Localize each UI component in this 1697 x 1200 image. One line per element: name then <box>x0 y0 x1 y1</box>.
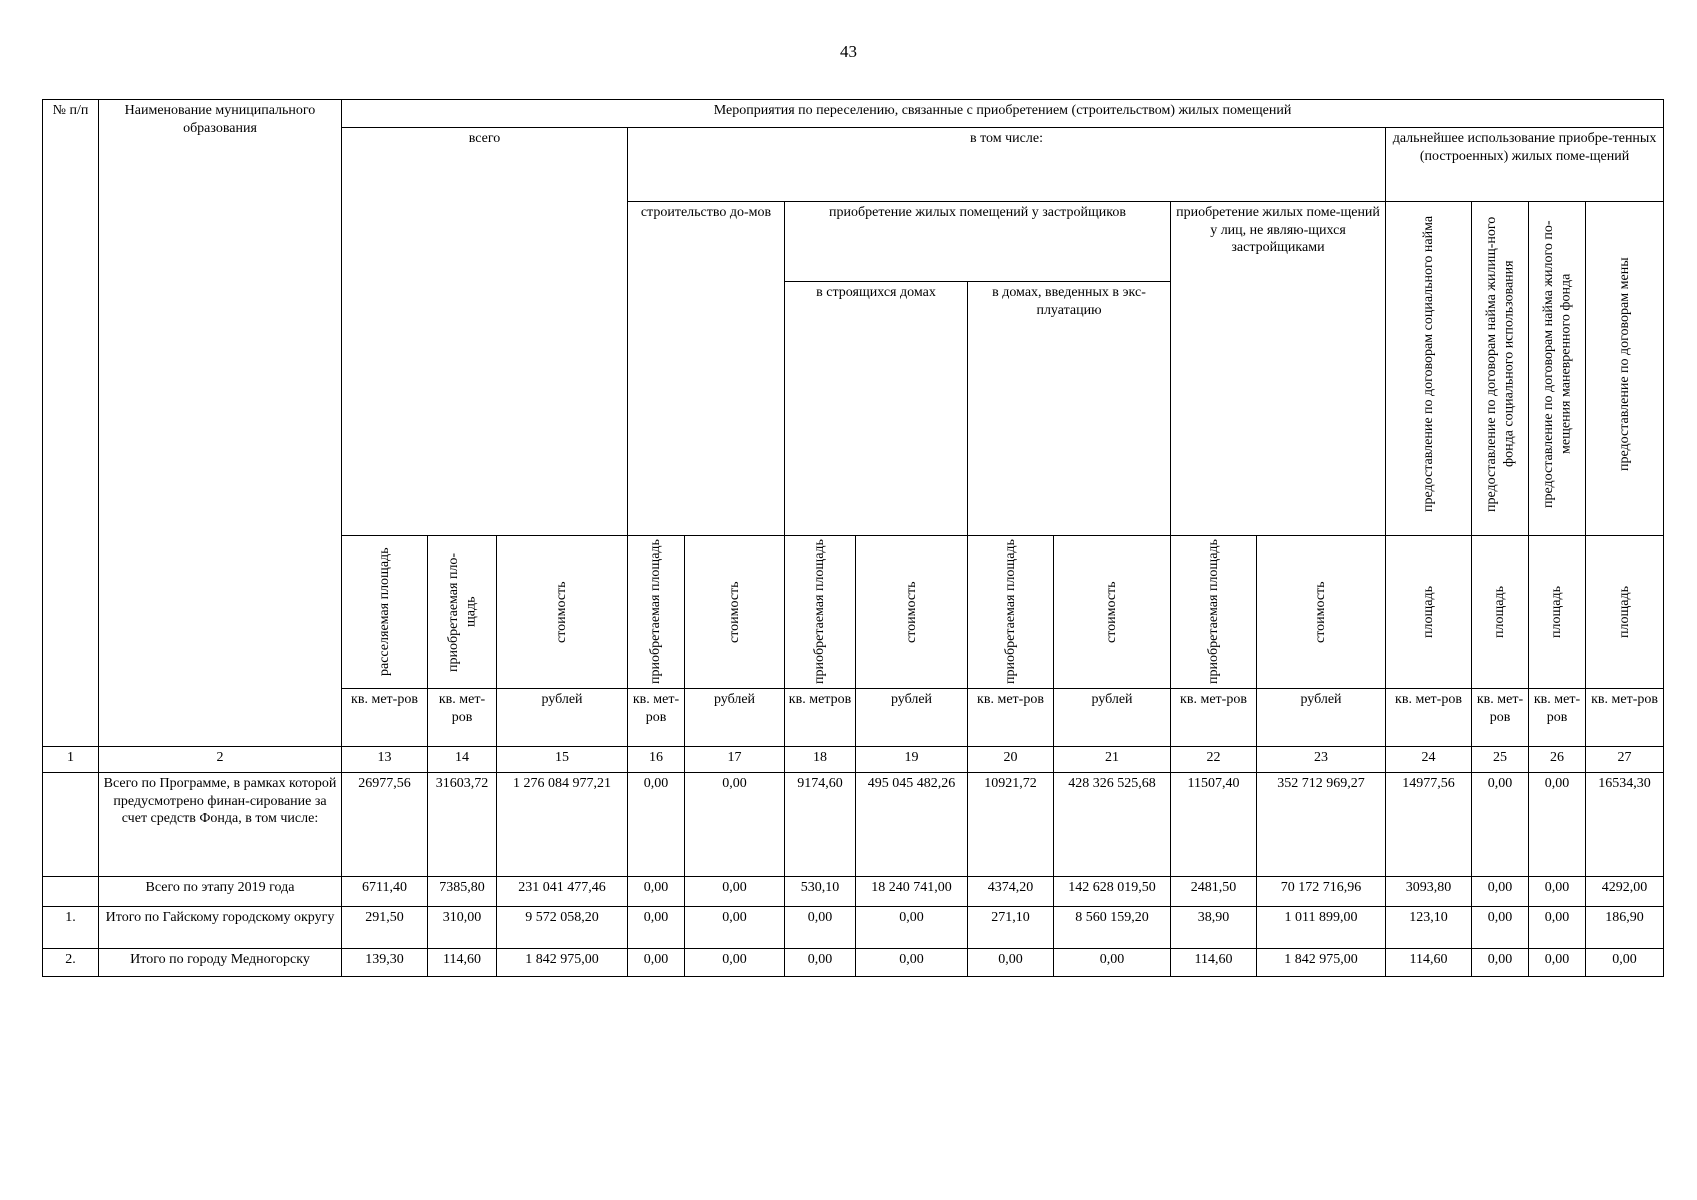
col-number: 23 <box>1257 747 1386 773</box>
row-value: 0,00 <box>1054 949 1171 977</box>
sub-c14 <box>428 536 497 689</box>
sub-c25-text: площадь <box>1492 586 1508 638</box>
row-value: 1 842 975,00 <box>497 949 628 977</box>
row-value: 4292,00 <box>1586 877 1664 907</box>
row-value: 0,00 <box>1529 949 1586 977</box>
row-value: 0,00 <box>628 877 685 907</box>
row-value: 0,00 <box>1529 907 1586 949</box>
unit-c25: кв. мет-ров <box>1472 689 1529 747</box>
row-value: 18 240 741,00 <box>856 877 968 907</box>
row-number <box>43 773 99 877</box>
row-value: 231 041 477,46 <box>497 877 628 907</box>
row-value: 142 628 019,50 <box>1054 877 1171 907</box>
sub-c24 <box>1386 536 1472 689</box>
sub-c18-text: приобретаемая площадь <box>812 539 828 685</box>
header-use-exchange <box>1586 202 1664 536</box>
row-value: 114,60 <box>428 949 497 977</box>
unit-c24: кв. мет-ров <box>1386 689 1472 747</box>
col-number: 27 <box>1586 747 1664 773</box>
table-row <box>43 773 1664 877</box>
sub-c17 <box>685 536 785 689</box>
row-value: 0,00 <box>1586 949 1664 977</box>
row-value: 1 842 975,00 <box>1257 949 1386 977</box>
header-use-social-fund <box>1472 202 1529 536</box>
header-num: № п/п <box>43 100 99 747</box>
header-use-social-text: предоставление по договорам социального найма <box>1420 215 1436 513</box>
sub-c22-text: приобретаемая площадь <box>1205 539 1221 685</box>
unit-c17: рублей <box>685 689 785 747</box>
row-value: 8 560 159,20 <box>1054 907 1171 949</box>
col-number: 25 <box>1472 747 1529 773</box>
row-value: 0,00 <box>785 949 856 977</box>
row-value: 0,00 <box>856 949 968 977</box>
col-number: 16 <box>628 747 685 773</box>
col-number: 24 <box>1386 747 1472 773</box>
sub-c26 <box>1529 536 1586 689</box>
sub-c19 <box>856 536 968 689</box>
row-value: 0,00 <box>628 949 685 977</box>
sub-c16-text: приобретаемая площадь <box>648 539 664 685</box>
header-group-title: Мероприятия по переселению, связанные с приобретением (строительством) жилых помещений <box>342 100 1664 128</box>
unit-c18: кв. метров <box>785 689 856 747</box>
col-number: 18 <box>785 747 856 773</box>
header-in-commissioned: в домах, введенных в экс-плуатацию <box>968 282 1171 536</box>
col-number: 21 <box>1054 747 1171 773</box>
sub-c27 <box>1586 536 1664 689</box>
header-purchase-non-developers: приобретение жилых поме-щений у лиц, не являю-щихся застройщиками <box>1171 202 1386 536</box>
row-value: 271,10 <box>968 907 1054 949</box>
col-number: 1 <box>43 747 99 773</box>
unit-c27: кв. мет-ров <box>1586 689 1664 747</box>
unit-c13: кв. мет-ров <box>342 689 428 747</box>
row-value: 0,00 <box>1529 877 1586 907</box>
sub-c13-text: расселяемая площадь <box>376 547 392 677</box>
row-name: Всего по этапу 2019 года <box>99 877 342 907</box>
row-value: 0,00 <box>685 949 785 977</box>
sub-c18 <box>785 536 856 689</box>
col-number: 19 <box>856 747 968 773</box>
unit-c20: кв. мет-ров <box>968 689 1054 747</box>
header-use-social <box>1386 202 1472 536</box>
header-use-social-fund-text: предоставление по договорам найма жилищ-ного фонда социального использования <box>1483 216 1516 512</box>
resettlement-table <box>42 99 1664 977</box>
row-value: 1 276 084 977,21 <box>497 773 628 877</box>
row-value: 0,00 <box>968 949 1054 977</box>
row-value: 0,00 <box>628 773 685 877</box>
sub-c13 <box>342 536 428 689</box>
sub-c26-text: площадь <box>1549 586 1565 638</box>
row-name: Итого по Гайскому городскому округу <box>99 907 342 949</box>
header-including: в том числе: <box>628 128 1386 202</box>
col-number: 22 <box>1171 747 1257 773</box>
sub-c14-text: приобретаемая пло-щадь <box>445 552 478 672</box>
row-value: 0,00 <box>1472 877 1529 907</box>
unit-c14: кв. мет-ров <box>428 689 497 747</box>
unit-c16: кв. мет-ров <box>628 689 685 747</box>
col-number: 2 <box>99 747 342 773</box>
header-use-maneuver <box>1529 202 1586 536</box>
row-value: 0,00 <box>856 907 968 949</box>
col-number: 14 <box>428 747 497 773</box>
sub-c24-text: площадь <box>1420 586 1436 638</box>
unit-c26: кв. мет-ров <box>1529 689 1586 747</box>
header-in-construction: в строящихся домах <box>785 282 968 536</box>
table-row <box>43 877 1664 907</box>
col-number: 20 <box>968 747 1054 773</box>
unit-c15: рублей <box>497 689 628 747</box>
row-value: 4374,20 <box>968 877 1054 907</box>
row-value: 530,10 <box>785 877 856 907</box>
sub-c15 <box>497 536 628 689</box>
sub-c22 <box>1171 536 1257 689</box>
row-value: 1 011 899,00 <box>1257 907 1386 949</box>
sub-c27-text: площадь <box>1616 586 1632 638</box>
row-value: 6711,40 <box>342 877 428 907</box>
sub-c17-text: стоимость <box>726 581 742 643</box>
row-value: 38,90 <box>1171 907 1257 949</box>
row-value: 11507,40 <box>1171 773 1257 877</box>
row-value: 0,00 <box>685 877 785 907</box>
sub-c21 <box>1054 536 1171 689</box>
page-number: 43 <box>840 42 857 61</box>
header-name: Наименование муниципального образования <box>99 100 342 747</box>
row-value: 114,60 <box>1171 949 1257 977</box>
sub-c23 <box>1257 536 1386 689</box>
row-value: 428 326 525,68 <box>1054 773 1171 877</box>
row-value: 0,00 <box>685 907 785 949</box>
row-value: 0,00 <box>1472 773 1529 877</box>
row-value: 310,00 <box>428 907 497 949</box>
sub-c20 <box>968 536 1054 689</box>
row-value: 0,00 <box>785 907 856 949</box>
row-value: 0,00 <box>1529 773 1586 877</box>
row-value: 0,00 <box>685 773 785 877</box>
table-row <box>43 949 1664 977</box>
col-number: 17 <box>685 747 785 773</box>
table-row <box>43 907 1664 949</box>
row-value: 7385,80 <box>428 877 497 907</box>
row-value: 0,00 <box>1472 949 1529 977</box>
header-total: всего <box>342 128 628 536</box>
row-value: 0,00 <box>1472 907 1529 949</box>
header-use-maneuver-text: предоставление по договорам найма жилого по-мещения маневренного фонда <box>1540 220 1573 508</box>
row-value: 186,90 <box>1586 907 1664 949</box>
column-number-row <box>43 747 1664 773</box>
row-number: 2. <box>43 949 99 977</box>
sub-c19-text: стоимость <box>903 581 919 643</box>
unit-c19: рублей <box>856 689 968 747</box>
row-value: 10921,72 <box>968 773 1054 877</box>
row-value: 70 172 716,96 <box>1257 877 1386 907</box>
row-number <box>43 877 99 907</box>
row-value: 0,00 <box>628 907 685 949</box>
row-value: 139,30 <box>342 949 428 977</box>
row-value: 2481,50 <box>1171 877 1257 907</box>
row-value: 9174,60 <box>785 773 856 877</box>
header-construction: строительство до-мов <box>628 202 785 536</box>
sub-c20-text: приобретаемая площадь <box>1002 539 1018 685</box>
sub-c21-text: стоимость <box>1104 581 1120 643</box>
row-value: 14977,56 <box>1386 773 1472 877</box>
row-value: 495 045 482,26 <box>856 773 968 877</box>
unit-c22: кв. мет-ров <box>1171 689 1257 747</box>
header-use-exchange-text: предоставление по договорам мены <box>1616 257 1632 471</box>
sub-c23-text: стоимость <box>1313 581 1329 643</box>
header-purchase-developers: приобретение жилых помещений у застройщиков <box>785 202 1171 282</box>
data-rows <box>43 773 1664 977</box>
row-value: 31603,72 <box>428 773 497 877</box>
row-name: Всего по Программе, в рамках которой предусмотрено финан-сирование за счет средств Фонда, в том числе: <box>99 773 342 877</box>
col-number: 26 <box>1529 747 1586 773</box>
sub-c16 <box>628 536 685 689</box>
row-value: 26977,56 <box>342 773 428 877</box>
row-value: 114,60 <box>1386 949 1472 977</box>
sub-c15-text: стоимость <box>554 581 570 643</box>
row-value: 352 712 969,27 <box>1257 773 1386 877</box>
row-number: 1. <box>43 907 99 949</box>
row-value: 9 572 058,20 <box>497 907 628 949</box>
col-number: 13 <box>342 747 428 773</box>
row-value: 123,10 <box>1386 907 1472 949</box>
col-number: 15 <box>497 747 628 773</box>
row-value: 16534,30 <box>1586 773 1664 877</box>
row-value: 291,50 <box>342 907 428 949</box>
unit-c23: рублей <box>1257 689 1386 747</box>
row-value: 3093,80 <box>1386 877 1472 907</box>
header-further-use: дальнейшее использование приобре-тенных (построенных) жилых поме-щений <box>1386 128 1664 202</box>
unit-c21: рублей <box>1054 689 1171 747</box>
sub-c25 <box>1472 536 1529 689</box>
row-name: Итого по городу Медногорску <box>99 949 342 977</box>
